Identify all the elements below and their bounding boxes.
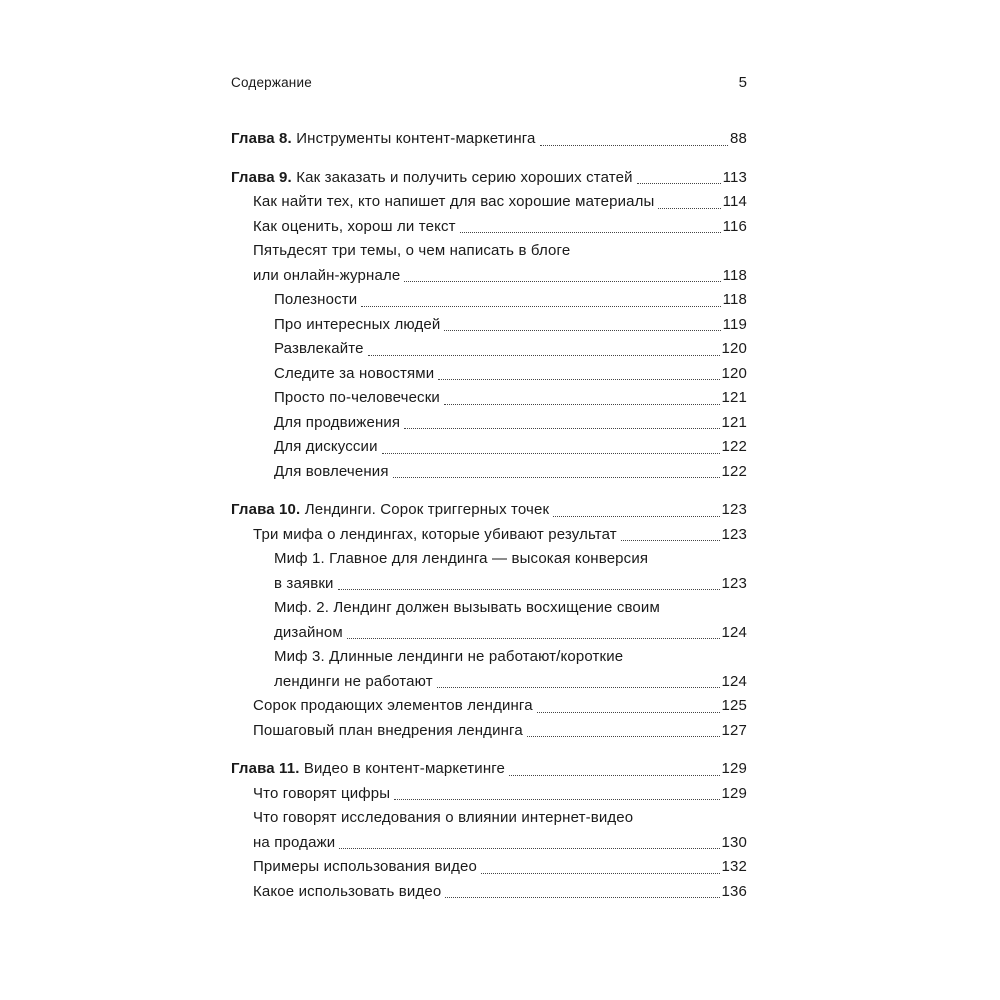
page-ref: 124 [721,672,747,690]
dot-leader [347,638,720,639]
page-ref: 125 [721,697,747,714]
page-ref: 121 [721,413,747,431]
page-ref: 130 [721,833,747,851]
chapter-label: Глава 10. [231,501,301,518]
entry-title: Как оценить, хорош ли текст [253,217,456,235]
chapter-10 [231,498,747,743]
entry-title-line2: на продажи [253,833,336,851]
chapter-9 [231,166,747,485]
dot-leader [404,281,720,282]
entry-title-line2: или онлайн-журнале [253,266,401,284]
entry-title: Следите за новостями [274,364,435,382]
toc-entry[interactable] [231,855,747,880]
page-number: 5 [738,74,747,91]
dot-leader [382,453,720,454]
page-ref: 114 [722,193,747,210]
toc-entry[interactable] [231,621,747,646]
entry-title-line2: в заявки [274,574,334,592]
dot-leader [553,516,719,517]
toc-entry[interactable] [231,435,747,460]
page-ref: 113 [722,168,747,186]
chapter-title: Инструменты контент-маркетинга [296,130,536,147]
page-ref: 123 [721,525,747,543]
toc-entry[interactable] [231,670,747,695]
entry-title-line1[interactable]: Пятьдесят три темы, о чем написать в блоге [253,242,571,259]
entry-title: Сорок продающих элементов лендинга [253,697,533,714]
entry-title: Просто по-человечески [274,389,440,406]
toc-entry[interactable] [231,362,747,387]
chapter-11 [231,757,747,904]
entry-title: Примеры использования видео [253,858,478,875]
entry-title-line1[interactable]: Что говорят исследования о влиянии интернет-видео [253,809,634,826]
page-ref: 121 [721,389,747,406]
toc-entry[interactable] [231,498,747,523]
toc-entry[interactable] [231,831,747,856]
toc-entry[interactable] [231,127,747,152]
toc-entry[interactable] [231,386,747,411]
chapter-label: Глава 9. [231,168,292,186]
dot-leader [527,736,720,737]
entry-title-line1[interactable]: Миф 3. Длинные лендинги не работают/короткие [274,648,624,665]
entry-title: Про интересных людей [274,315,441,333]
chapter-title: Как заказать и получить серию хороших статей [296,168,633,186]
toc-entry[interactable] [231,337,747,362]
toc-entry[interactable] [231,313,747,338]
toc-entry[interactable] [231,572,747,597]
chapter-label: Глава 8. [231,130,292,147]
dot-leader [481,873,720,874]
entry-title-line2: дизайном [274,623,343,641]
toc-entry[interactable] [231,288,747,313]
entry-title: Для вовлечения [274,462,389,480]
toc-entry[interactable] [231,719,747,744]
toc-entry[interactable] [231,757,747,782]
entry-title-line1[interactable]: Миф 1. Главное для лендинга — высокая конверсия [274,550,649,567]
dot-leader [394,799,719,800]
toc-entry[interactable] [231,190,747,215]
page-ref: 123 [721,574,747,592]
entry-title-line1[interactable]: Миф. 2. Лендинг должен вызывать восхищение своим [274,599,660,616]
page-ref: 136 [721,882,747,900]
page-ref: 129 [721,784,747,802]
entry-title: Какое использовать видео [253,882,442,900]
dot-leader [658,208,720,209]
toc-entry[interactable] [231,460,747,485]
dot-leader [339,848,719,849]
toc-entry[interactable] [231,880,747,905]
chapter-title: Видео в контент-маркетинге [303,760,506,777]
dot-leader [437,687,720,688]
entry-title: Что говорят цифры [253,784,391,802]
page-ref: 120 [721,340,747,357]
entry-title: Развлекайте [274,340,364,357]
dot-leader [338,589,720,590]
dot-leader [368,355,720,356]
running-title: Содержание [231,75,312,90]
page-ref: 118 [722,291,747,308]
chapter-8 [231,127,747,152]
dot-leader [540,145,728,146]
chapter-title: Лендинги. Сорок триггерных точек [304,501,550,518]
entry-title: Пошаговый план внедрения лендинга [253,721,523,739]
page-ref: 120 [721,364,747,382]
entry-title-line2: лендинги не работают [274,672,433,690]
entry-title: Для дискуссии [274,438,378,455]
dot-leader [537,712,720,713]
toc-entry[interactable] [231,264,747,289]
page-ref: 122 [721,438,747,455]
dot-leader [460,232,721,233]
toc-entry[interactable] [231,215,747,240]
chapter-label: Глава 11. [231,760,300,777]
dot-leader [509,775,719,776]
page-ref: 123 [721,501,747,518]
toc-entry[interactable] [231,782,747,807]
dot-leader [445,897,719,898]
dot-leader [361,306,720,307]
page-ref: 124 [721,623,747,641]
page-ref: 132 [721,858,747,875]
dot-leader [444,330,720,331]
page-ref: 127 [721,721,747,739]
dot-leader [637,183,721,184]
toc-entry[interactable] [231,166,747,191]
dot-leader [438,379,719,380]
page-ref: 118 [722,266,747,284]
toc-entry[interactable] [231,694,747,719]
entry-title: Для продвижения [274,413,401,431]
toc-entry[interactable] [231,411,747,436]
dot-leader [621,540,720,541]
dot-leader [444,404,720,405]
entry-title: Полезности [274,291,358,308]
entry-title: Три мифа о лендингах, которые убивают результат [253,525,617,543]
page-ref: 122 [721,462,747,480]
toc-entry[interactable] [231,523,747,548]
page-ref: 119 [722,315,747,333]
running-head [231,74,747,91]
page-ref: 116 [722,217,747,235]
page-ref: 129 [721,760,747,777]
table-of-contents [231,127,747,918]
page-ref: 88 [730,130,747,147]
dot-leader [404,428,719,429]
entry-title: Как найти тех, кто напишет для вас хорошие материалы [253,193,655,210]
dot-leader [393,477,720,478]
